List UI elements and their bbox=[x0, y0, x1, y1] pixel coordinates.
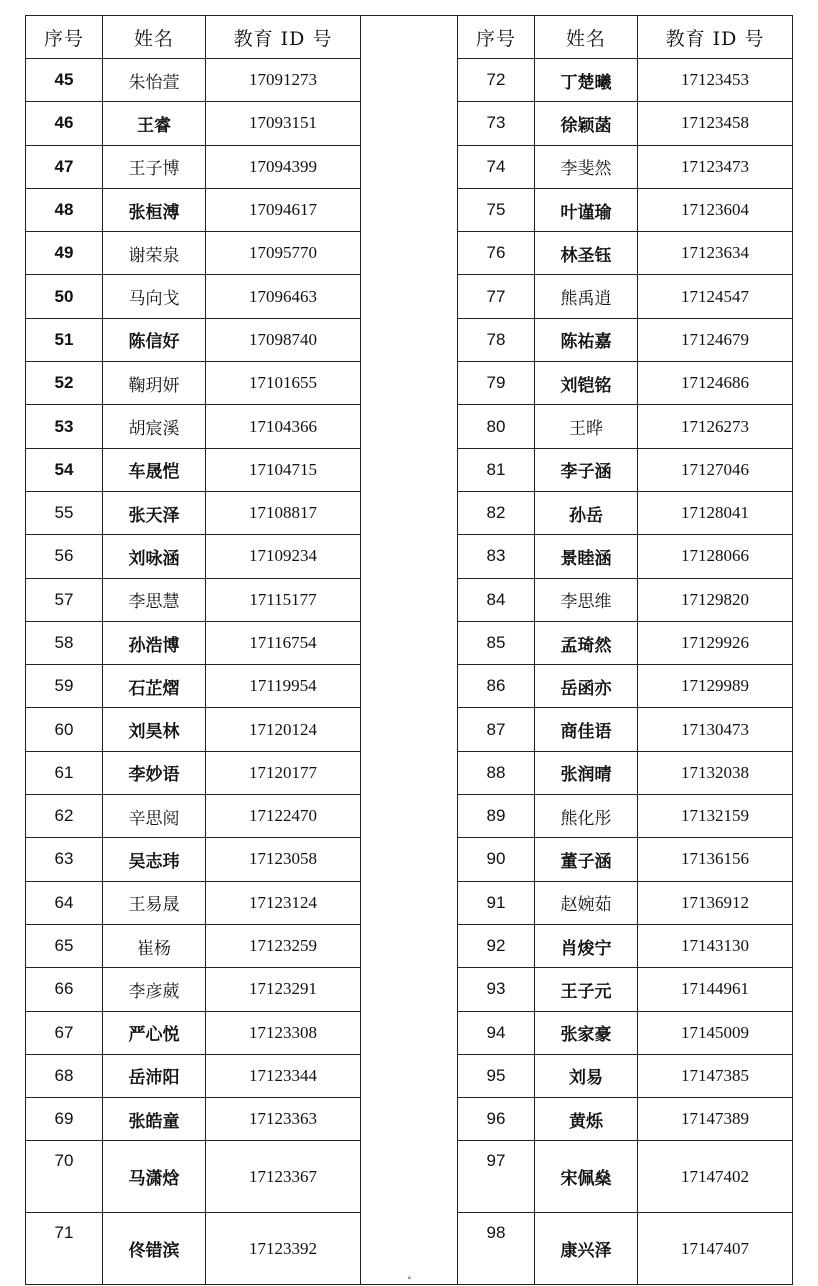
right-edu-id-cell: 17128041 bbox=[638, 491, 793, 534]
right-name-cell: 刘易 bbox=[535, 1054, 638, 1097]
right-name-cell: 陈祐嘉 bbox=[535, 318, 638, 361]
left-name-cell: 吴志玮 bbox=[103, 838, 206, 881]
left-edu-id-cell: 17123392 bbox=[206, 1213, 361, 1285]
right-edu-id-cell: 17129820 bbox=[638, 578, 793, 621]
left-index-cell: 63 bbox=[26, 838, 103, 881]
left-edu-id-cell: 17096463 bbox=[206, 275, 361, 318]
left-index-cell: 61 bbox=[26, 751, 103, 794]
left-name-cell: 佟错滨 bbox=[103, 1213, 206, 1285]
right-edu-id-cell: 17132159 bbox=[638, 795, 793, 838]
right-name-cell: 李子涵 bbox=[535, 448, 638, 491]
right-index-cell: 76 bbox=[458, 232, 535, 275]
left-name-cell: 刘咏涵 bbox=[103, 535, 206, 578]
right-index-cell: 74 bbox=[458, 145, 535, 188]
header-id-left: 教育 ID 号 bbox=[206, 16, 361, 59]
left-index-cell: 60 bbox=[26, 708, 103, 751]
right-index-cell: 79 bbox=[458, 362, 535, 405]
page-mark: ° bbox=[407, 1276, 412, 1286]
right-edu-id-cell: 17123453 bbox=[638, 59, 793, 102]
right-index-cell: 83 bbox=[458, 535, 535, 578]
right-edu-id-cell: 17129926 bbox=[638, 621, 793, 664]
right-name-cell: 康兴泽 bbox=[535, 1213, 638, 1285]
right-edu-id-cell: 17145009 bbox=[638, 1011, 793, 1054]
right-name-cell: 王子元 bbox=[535, 968, 638, 1011]
left-name-cell: 李思慧 bbox=[103, 578, 206, 621]
right-edu-id-cell: 17147402 bbox=[638, 1141, 793, 1213]
right-index-cell: 82 bbox=[458, 491, 535, 534]
left-edu-id-cell: 17123124 bbox=[206, 881, 361, 924]
left-name-cell: 陈信好 bbox=[103, 318, 206, 361]
left-edu-id-cell: 17123308 bbox=[206, 1011, 361, 1054]
right-name-cell: 张家豪 bbox=[535, 1011, 638, 1054]
left-edu-id-cell: 17115177 bbox=[206, 578, 361, 621]
right-index-cell: 89 bbox=[458, 795, 535, 838]
left-index-cell: 50 bbox=[26, 275, 103, 318]
left-index-cell: 67 bbox=[26, 1011, 103, 1054]
right-index-cell: 91 bbox=[458, 881, 535, 924]
header-id-right: 教育 ID 号 bbox=[638, 16, 793, 59]
right-edu-id-cell: 17124547 bbox=[638, 275, 793, 318]
right-index-cell: 86 bbox=[458, 665, 535, 708]
right-edu-id-cell: 17123634 bbox=[638, 232, 793, 275]
right-name-cell: 张润晴 bbox=[535, 751, 638, 794]
left-edu-id-cell: 17104715 bbox=[206, 448, 361, 491]
left-name-cell: 朱怡萱 bbox=[103, 59, 206, 102]
left-index-cell: 47 bbox=[26, 145, 103, 188]
left-index-cell: 69 bbox=[26, 1098, 103, 1141]
left-name-cell: 孙浩博 bbox=[103, 621, 206, 664]
right-index-cell: 94 bbox=[458, 1011, 535, 1054]
left-name-cell: 马潇焓 bbox=[103, 1141, 206, 1213]
left-name-cell: 胡宸溪 bbox=[103, 405, 206, 448]
header-no-right: 序号 bbox=[458, 16, 535, 59]
left-name-cell: 严心悦 bbox=[103, 1011, 206, 1054]
right-edu-id-cell: 17147389 bbox=[638, 1098, 793, 1141]
left-index-cell: 57 bbox=[26, 578, 103, 621]
left-edu-id-cell: 17094617 bbox=[206, 188, 361, 231]
right-index-cell: 98 bbox=[458, 1213, 535, 1285]
left-edu-id-cell: 17101655 bbox=[206, 362, 361, 405]
left-edu-id-cell: 17122470 bbox=[206, 795, 361, 838]
right-index-cell: 97 bbox=[458, 1141, 535, 1213]
right-index-cell: 96 bbox=[458, 1098, 535, 1141]
left-edu-id-cell: 17091273 bbox=[206, 59, 361, 102]
left-name-cell: 岳沛阳 bbox=[103, 1054, 206, 1097]
right-edu-id-cell: 17129989 bbox=[638, 665, 793, 708]
left-name-cell: 张天泽 bbox=[103, 491, 206, 534]
left-index-cell: 55 bbox=[26, 491, 103, 534]
right-index-cell: 92 bbox=[458, 924, 535, 967]
column-gap bbox=[361, 16, 458, 1285]
left-edu-id-cell: 17098740 bbox=[206, 318, 361, 361]
left-index-cell: 56 bbox=[26, 535, 103, 578]
right-index-cell: 72 bbox=[458, 59, 535, 102]
right-name-cell: 肖焌宁 bbox=[535, 924, 638, 967]
right-index-cell: 75 bbox=[458, 188, 535, 231]
right-index-cell: 93 bbox=[458, 968, 535, 1011]
right-name-cell: 宋佩燊 bbox=[535, 1141, 638, 1213]
right-name-cell: 林圣钰 bbox=[535, 232, 638, 275]
left-name-cell: 张皓童 bbox=[103, 1098, 206, 1141]
right-name-cell: 孟琦然 bbox=[535, 621, 638, 664]
right-edu-id-cell: 17128066 bbox=[638, 535, 793, 578]
left-name-cell: 李妙语 bbox=[103, 751, 206, 794]
right-index-cell: 77 bbox=[458, 275, 535, 318]
left-edu-id-cell: 17094399 bbox=[206, 145, 361, 188]
right-edu-id-cell: 17127046 bbox=[638, 448, 793, 491]
right-edu-id-cell: 17143130 bbox=[638, 924, 793, 967]
left-index-cell: 53 bbox=[26, 405, 103, 448]
right-edu-id-cell: 17123473 bbox=[638, 145, 793, 188]
right-index-cell: 85 bbox=[458, 621, 535, 664]
right-edu-id-cell: 17130473 bbox=[638, 708, 793, 751]
left-name-cell: 张桓溥 bbox=[103, 188, 206, 231]
right-name-cell: 孙岳 bbox=[535, 491, 638, 534]
left-index-cell: 64 bbox=[26, 881, 103, 924]
right-edu-id-cell: 17123458 bbox=[638, 102, 793, 145]
right-name-cell: 丁楚曦 bbox=[535, 59, 638, 102]
right-name-cell: 黄烁 bbox=[535, 1098, 638, 1141]
left-name-cell: 王睿 bbox=[103, 102, 206, 145]
left-index-cell: 59 bbox=[26, 665, 103, 708]
left-name-cell: 辛思阅 bbox=[103, 795, 206, 838]
right-edu-id-cell: 17124686 bbox=[638, 362, 793, 405]
left-index-cell: 46 bbox=[26, 102, 103, 145]
right-index-cell: 81 bbox=[458, 448, 535, 491]
right-name-cell: 董子涵 bbox=[535, 838, 638, 881]
right-name-cell: 徐颖菡 bbox=[535, 102, 638, 145]
right-name-cell: 赵婉茹 bbox=[535, 881, 638, 924]
right-index-cell: 90 bbox=[458, 838, 535, 881]
right-edu-id-cell: 17147385 bbox=[638, 1054, 793, 1097]
left-edu-id-cell: 17116754 bbox=[206, 621, 361, 664]
left-name-cell: 谢荣泉 bbox=[103, 232, 206, 275]
right-index-cell: 88 bbox=[458, 751, 535, 794]
left-index-cell: 58 bbox=[26, 621, 103, 664]
left-edu-id-cell: 17108817 bbox=[206, 491, 361, 534]
right-edu-id-cell: 17132038 bbox=[638, 751, 793, 794]
right-name-cell: 岳函亦 bbox=[535, 665, 638, 708]
right-index-cell: 73 bbox=[458, 102, 535, 145]
right-name-cell: 刘铠铭 bbox=[535, 362, 638, 405]
left-index-cell: 71 bbox=[26, 1213, 103, 1285]
left-name-cell: 王易晟 bbox=[103, 881, 206, 924]
left-index-cell: 52 bbox=[26, 362, 103, 405]
left-index-cell: 62 bbox=[26, 795, 103, 838]
right-name-cell: 李思维 bbox=[535, 578, 638, 621]
right-edu-id-cell: 17136912 bbox=[638, 881, 793, 924]
left-name-cell: 车晟恺 bbox=[103, 448, 206, 491]
left-name-cell: 刘昊林 bbox=[103, 708, 206, 751]
left-edu-id-cell: 17123363 bbox=[206, 1098, 361, 1141]
left-name-cell: 马向戈 bbox=[103, 275, 206, 318]
left-edu-id-cell: 17123058 bbox=[206, 838, 361, 881]
left-index-cell: 66 bbox=[26, 968, 103, 1011]
right-name-cell: 叶谨瑜 bbox=[535, 188, 638, 231]
left-edu-id-cell: 17120177 bbox=[206, 751, 361, 794]
left-index-cell: 68 bbox=[26, 1054, 103, 1097]
left-name-cell: 鞠玥妍 bbox=[103, 362, 206, 405]
left-edu-id-cell: 17109234 bbox=[206, 535, 361, 578]
left-edu-id-cell: 17119954 bbox=[206, 665, 361, 708]
header-row bbox=[26, 16, 793, 59]
left-edu-id-cell: 17123344 bbox=[206, 1054, 361, 1097]
right-index-cell: 80 bbox=[458, 405, 535, 448]
right-edu-id-cell: 17144961 bbox=[638, 968, 793, 1011]
left-index-cell: 49 bbox=[26, 232, 103, 275]
right-name-cell: 熊化彤 bbox=[535, 795, 638, 838]
left-name-cell: 王子博 bbox=[103, 145, 206, 188]
left-name-cell: 李彦葳 bbox=[103, 968, 206, 1011]
student-roster-table bbox=[25, 15, 793, 1285]
right-index-cell: 95 bbox=[458, 1054, 535, 1097]
right-name-cell: 李斐然 bbox=[535, 145, 638, 188]
left-index-cell: 54 bbox=[26, 448, 103, 491]
left-name-cell: 石芷熠 bbox=[103, 665, 206, 708]
right-edu-id-cell: 17123604 bbox=[638, 188, 793, 231]
left-edu-id-cell: 17104366 bbox=[206, 405, 361, 448]
left-index-cell: 65 bbox=[26, 924, 103, 967]
right-edu-id-cell: 17124679 bbox=[638, 318, 793, 361]
left-index-cell: 45 bbox=[26, 59, 103, 102]
right-edu-id-cell: 17126273 bbox=[638, 405, 793, 448]
left-edu-id-cell: 17123291 bbox=[206, 968, 361, 1011]
right-index-cell: 87 bbox=[458, 708, 535, 751]
header-no-left: 序号 bbox=[26, 16, 103, 59]
left-edu-id-cell: 17093151 bbox=[206, 102, 361, 145]
left-edu-id-cell: 17123367 bbox=[206, 1141, 361, 1213]
left-index-cell: 51 bbox=[26, 318, 103, 361]
left-name-cell: 崔杨 bbox=[103, 924, 206, 967]
left-edu-id-cell: 17095770 bbox=[206, 232, 361, 275]
left-edu-id-cell: 17120124 bbox=[206, 708, 361, 751]
right-name-cell: 熊禹逍 bbox=[535, 275, 638, 318]
right-name-cell: 景睦涵 bbox=[535, 535, 638, 578]
header-name-right: 姓名 bbox=[535, 16, 638, 59]
right-name-cell: 商佳语 bbox=[535, 708, 638, 751]
right-index-cell: 84 bbox=[458, 578, 535, 621]
header-name-left: 姓名 bbox=[103, 16, 206, 59]
left-index-cell: 70 bbox=[26, 1141, 103, 1213]
right-index-cell: 78 bbox=[458, 318, 535, 361]
left-index-cell: 48 bbox=[26, 188, 103, 231]
right-edu-id-cell: 17136156 bbox=[638, 838, 793, 881]
right-name-cell: 王晔 bbox=[535, 405, 638, 448]
left-edu-id-cell: 17123259 bbox=[206, 924, 361, 967]
right-edu-id-cell: 17147407 bbox=[638, 1213, 793, 1285]
